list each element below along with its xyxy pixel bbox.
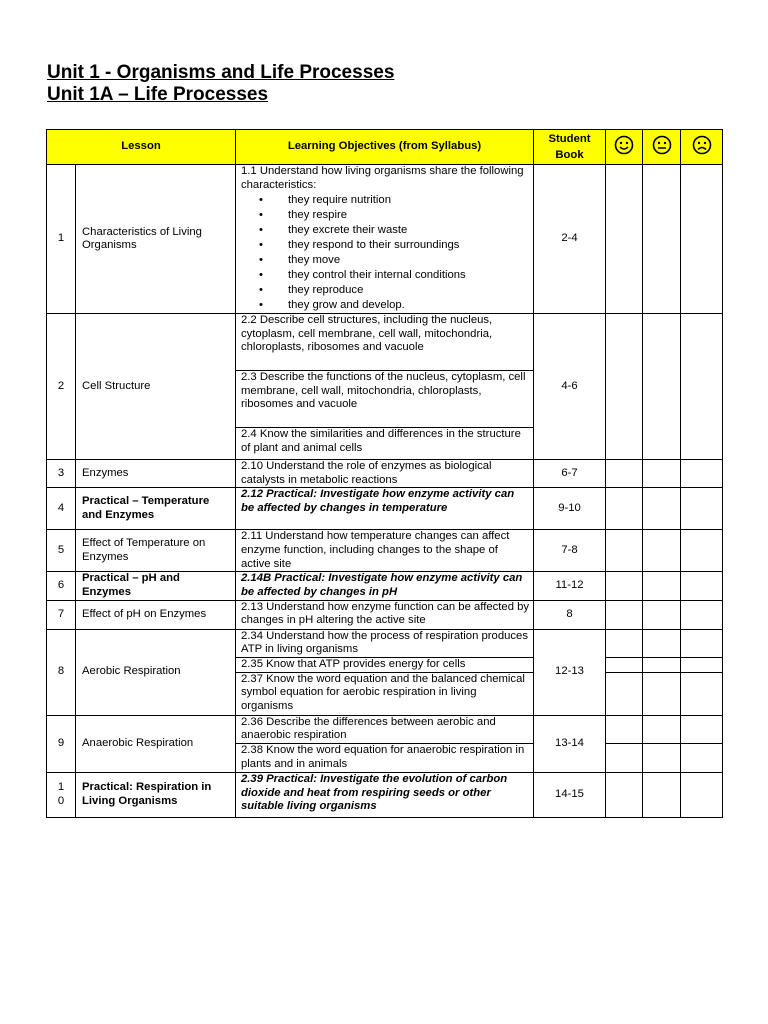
list-item: • they grow and develop. xyxy=(241,298,530,313)
neutral-checkbox-cell[interactable] xyxy=(643,314,681,460)
learning-objective: 2.39 Practical: Investigate the evolution of carbon dioxide and heat from respiring seeds or other suitable living organisms xyxy=(236,772,534,817)
lesson-number: 5 xyxy=(47,530,76,572)
learning-objective: 2.35 Know that ATP provides energy for cells xyxy=(236,657,534,672)
objectives-header: Learning Objectives (from Syllabus) xyxy=(236,130,534,165)
learning-objective xyxy=(236,165,534,314)
sad-checkbox-cell[interactable] xyxy=(681,672,723,715)
neutral-checkbox-cell[interactable] xyxy=(643,657,681,672)
neutral-checkbox-cell[interactable] xyxy=(643,165,681,314)
table-row xyxy=(47,772,723,817)
lesson-title: Enzymes xyxy=(76,460,236,488)
characteristics-list xyxy=(241,193,530,313)
sad-checkbox-cell[interactable] xyxy=(681,572,723,600)
neutral-face-header xyxy=(643,130,681,165)
learning-objective: 2.10 Understand the role of enzymes as biological catalysts in metabolic reactions xyxy=(236,460,534,488)
smiley-checkbox-cell[interactable] xyxy=(606,743,643,772)
learning-objective: 2.14B Practical: Investigate how enzyme activity can be affected by changes in pH xyxy=(236,572,534,600)
objective-intro: 1.1 Understand how living organisms share the following characteristics: xyxy=(241,165,524,191)
smiley-checkbox-cell[interactable] xyxy=(606,488,643,530)
lesson-number: 6 xyxy=(47,572,76,600)
learning-objective: 2.3 Describe the functions of the nucleus, cytoplasm, cell membrane, cell wall, mitochondria, chloroplasts, ribosomes and vacuole xyxy=(236,371,534,428)
list-item: • they require nutrition xyxy=(241,193,530,208)
smiley-checkbox-cell[interactable] xyxy=(606,657,643,672)
lesson-number: 4 xyxy=(47,488,76,530)
lesson-number: 2 xyxy=(47,314,76,460)
smiley-checkbox-cell[interactable] xyxy=(606,772,643,817)
table-row xyxy=(47,715,723,743)
neutral-checkbox-cell[interactable] xyxy=(643,715,681,743)
book-pages: 11-12 xyxy=(534,572,606,600)
smiley-checkbox-cell[interactable] xyxy=(606,165,643,314)
table-row xyxy=(47,629,723,657)
table-row xyxy=(47,165,723,314)
smiling-face-header xyxy=(606,130,643,165)
smiley-checkbox-cell[interactable] xyxy=(606,672,643,715)
lesson-number-digit: 1 xyxy=(57,781,65,794)
smiley-checkbox-cell[interactable] xyxy=(606,460,643,488)
smiling-face-icon xyxy=(614,135,634,155)
learning-objective: 2.13 Understand how enzyme function can be affected by changes in pH altering the active site xyxy=(236,600,534,629)
neutral-face-icon xyxy=(652,135,672,155)
sad-checkbox-cell[interactable] xyxy=(681,715,723,743)
book-pages: 4-6 xyxy=(534,314,606,460)
list-item: • they move xyxy=(241,253,530,268)
lesson-table xyxy=(46,129,723,818)
list-item: • they control their internal conditions xyxy=(241,268,530,283)
book-pages: 7-8 xyxy=(534,530,606,572)
neutral-checkbox-cell[interactable] xyxy=(643,772,681,817)
book-pages: 8 xyxy=(534,600,606,629)
book-pages: 14-15 xyxy=(534,772,606,817)
neutral-checkbox-cell[interactable] xyxy=(643,600,681,629)
lesson-number-digit: 0 xyxy=(57,794,65,807)
lesson-title: Characteristics of Living Organisms xyxy=(76,165,236,314)
learning-objective: 2.2 Describe cell structures, including the nucleus, cytoplasm, cell membrane, cell wall, mitochondria, chloroplasts, ribosomes and vacuole xyxy=(236,314,534,371)
unit-title: Unit 1 - Organisms and Life Processes xyxy=(47,62,395,83)
smiley-checkbox-cell[interactable] xyxy=(606,629,643,657)
sad-checkbox-cell[interactable] xyxy=(681,530,723,572)
sad-checkbox-cell[interactable] xyxy=(681,165,723,314)
list-item: • they reproduce xyxy=(241,283,530,298)
neutral-checkbox-cell[interactable] xyxy=(643,460,681,488)
lesson-title: Practical: Respiration in Living Organisms xyxy=(76,772,236,817)
sad-checkbox-cell[interactable] xyxy=(681,629,723,657)
lesson-header: Lesson xyxy=(47,130,236,165)
sad-face-icon xyxy=(692,135,712,155)
sad-checkbox-cell[interactable] xyxy=(681,488,723,530)
smiley-checkbox-cell[interactable] xyxy=(606,600,643,629)
book-pages: 13-14 xyxy=(534,715,606,772)
learning-objective: 2.4 Know the similarities and differences in the structure of plant and animal cells xyxy=(236,428,534,460)
table-row xyxy=(47,314,723,371)
learning-objective: 2.37 Know the word equation and the balanced chemical symbol equation for aerobic respiration in living organisms xyxy=(236,672,534,715)
sad-checkbox-cell[interactable] xyxy=(681,657,723,672)
table-row xyxy=(47,572,723,600)
lesson-title: Anaerobic Respiration xyxy=(76,715,236,772)
lesson-title: Practical – Temperature and Enzymes xyxy=(76,488,236,530)
smiley-checkbox-cell[interactable] xyxy=(606,314,643,460)
learning-objective: 2.11 Understand how temperature changes can affect enzyme function, including changes to the shape of active site xyxy=(236,530,534,572)
book-pages: 2-4 xyxy=(534,165,606,314)
table-row xyxy=(47,460,723,488)
table-row xyxy=(47,600,723,629)
book-pages: 6-7 xyxy=(534,460,606,488)
neutral-checkbox-cell[interactable] xyxy=(643,629,681,657)
sad-face-header xyxy=(681,130,723,165)
neutral-checkbox-cell[interactable] xyxy=(643,488,681,530)
lesson-number: 3 xyxy=(47,460,76,488)
sad-checkbox-cell[interactable] xyxy=(681,600,723,629)
lesson-title: Effect of pH on Enzymes xyxy=(76,600,236,629)
learning-objective: 2.36 Describe the differences between aerobic and anaerobic respiration xyxy=(236,715,534,743)
learning-objective: 2.38 Know the word equation for anaerobic respiration in plants and in animals xyxy=(236,743,534,772)
neutral-checkbox-cell[interactable] xyxy=(643,530,681,572)
student-book-header: Student Book xyxy=(534,130,606,165)
neutral-checkbox-cell[interactable] xyxy=(643,672,681,715)
list-item: • they respond to their surroundings xyxy=(241,238,530,253)
learning-objective: 2.12 Practical: Investigate how enzyme activity can be affected by changes in temperature xyxy=(236,488,534,530)
book-pages: 12-13 xyxy=(534,629,606,715)
sad-checkbox-cell[interactable] xyxy=(681,314,723,460)
lesson-title: Cell Structure xyxy=(76,314,236,460)
lesson-title: Effect of Temperature on Enzymes xyxy=(76,530,236,572)
learning-objective: 2.34 Understand how the process of respiration produces ATP in living organisms xyxy=(236,629,534,657)
subunit-title: Unit 1A – Life Processes xyxy=(47,84,269,105)
smiley-checkbox-cell[interactable] xyxy=(606,715,643,743)
list-item: • they respire xyxy=(241,208,530,223)
sad-checkbox-cell[interactable] xyxy=(681,772,723,817)
neutral-checkbox-cell[interactable] xyxy=(643,572,681,600)
sad-checkbox-cell[interactable] xyxy=(681,460,723,488)
lesson-number: 7 xyxy=(47,600,76,629)
document-titles xyxy=(47,62,394,106)
lesson-title: Aerobic Respiration xyxy=(76,629,236,715)
table-row xyxy=(47,488,723,530)
neutral-checkbox-cell[interactable] xyxy=(643,743,681,772)
list-item: • they excrete their waste xyxy=(241,223,530,238)
sad-checkbox-cell[interactable] xyxy=(681,743,723,772)
lesson-number xyxy=(47,772,76,817)
book-pages: 9-10 xyxy=(534,488,606,530)
lesson-title: Practical – pH and Enzymes xyxy=(76,572,236,600)
lesson-number: 9 xyxy=(47,715,76,772)
smiley-checkbox-cell[interactable] xyxy=(606,530,643,572)
table-header-row xyxy=(47,130,723,165)
lesson-number: 1 xyxy=(47,165,76,314)
table-row xyxy=(47,530,723,572)
smiley-checkbox-cell[interactable] xyxy=(606,572,643,600)
lesson-number: 8 xyxy=(47,629,76,715)
